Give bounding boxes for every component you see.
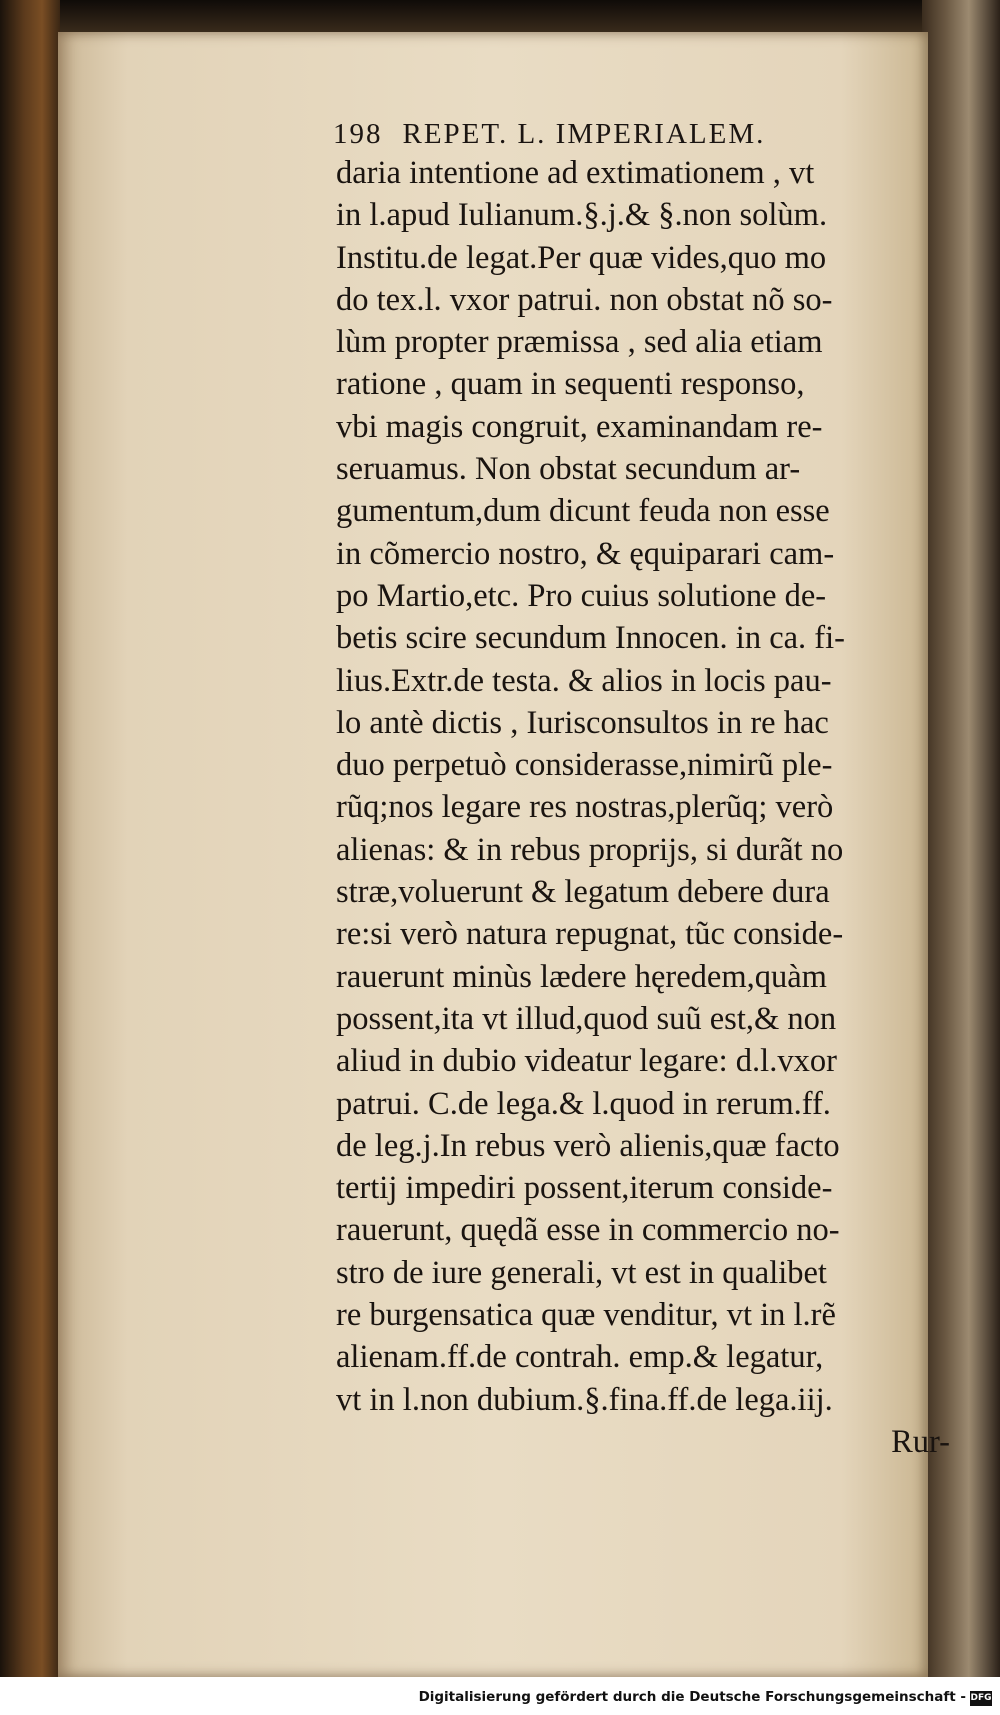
text-line: do tex.l. vxor patrui. non obstat nõ so- xyxy=(336,281,833,318)
text-line: possent,ita vt illud,quod suũ est,& non xyxy=(336,1000,837,1037)
text-line: lo antè dictis , Iurisconsultos in re hac xyxy=(336,704,829,741)
text-line: stro de iure generali, vt est in qualibet xyxy=(336,1254,827,1291)
text-line: stræ,voluerunt & legatum debere dura xyxy=(336,874,830,911)
scan-top-edge xyxy=(0,0,1000,34)
text-line: lius.Extr.de testa. & alios in locis pau- xyxy=(336,662,832,699)
text-line: betis scire secundum Innocen. in ca. fi- xyxy=(336,620,845,657)
text-line: re burgensatica quæ venditur, vt in l.rẽ xyxy=(336,1297,836,1334)
running-head xyxy=(333,118,913,151)
text-line: vt in l.non dubium.§.fina.ff.de lega.iij. xyxy=(336,1381,833,1418)
funding-credit: Digitalisierung gefördert durch die Deutsche Forschungsgemeinschaft - xyxy=(418,1689,966,1705)
running-head-title: REPET. L. IMPERIALEM. xyxy=(402,118,766,150)
text-line: aliud in dubio videatur legare: d.l.vxor xyxy=(336,1043,837,1080)
body-text xyxy=(336,152,956,1463)
text-line: seruamus. Non obstat secundum ar- xyxy=(336,451,801,488)
text-line: rauerunt minùs lædere hęredem,quàm xyxy=(336,958,827,995)
text-line: gumentum,dum dicunt feuda non esse xyxy=(336,493,830,530)
text-line: in cõmercio nostro, & ęquiparari cam- xyxy=(336,535,835,572)
text-line: lùm propter præmissa , sed alia etiam xyxy=(336,324,823,361)
folio-number: 198 xyxy=(333,118,383,150)
text-line: daria intentione ad extimationem , vt xyxy=(336,155,815,191)
book-spine-edge xyxy=(0,0,60,1715)
text-line: vbi magis congruit, examinandam re- xyxy=(336,408,823,445)
text-line: rauerunt, quędã esse in commercio no- xyxy=(336,1212,840,1249)
footer-bar xyxy=(0,1677,1000,1715)
text-line: rũq;nos legare res nostras,plerũq; verò xyxy=(336,789,834,826)
text-line: duo perpetuò considerasse,nimirũ ple- xyxy=(336,747,833,784)
text-line: po Martio,etc. Pro cuius solutione de- xyxy=(336,577,827,614)
catchword: Rur- xyxy=(891,1423,950,1460)
text-line: de leg.j.In rebus verò alienis,quæ facto xyxy=(336,1127,840,1164)
text-line: alienam.ff.de contrah. emp.& legatur, xyxy=(336,1339,824,1376)
text-line: in l.apud Iulianum.§.j.& §.non solùm. xyxy=(336,197,828,234)
text-line: patrui. C.de lega.& l.quod in rerum.ff. xyxy=(336,1085,831,1122)
dfg-logo: DFG xyxy=(970,1691,992,1706)
text-line: tertij impediri possent,iterum conside- xyxy=(336,1170,833,1207)
text-line: re:si verò natura repugnat, tũc conside- xyxy=(336,916,844,953)
text-line: alienas: & in rebus proprijs, si durãt no xyxy=(336,831,844,868)
text-line: Institu.de legat.Per quæ vides,quo mo xyxy=(336,239,827,276)
text-line: ratione , quam in sequenti responso, xyxy=(336,366,805,403)
